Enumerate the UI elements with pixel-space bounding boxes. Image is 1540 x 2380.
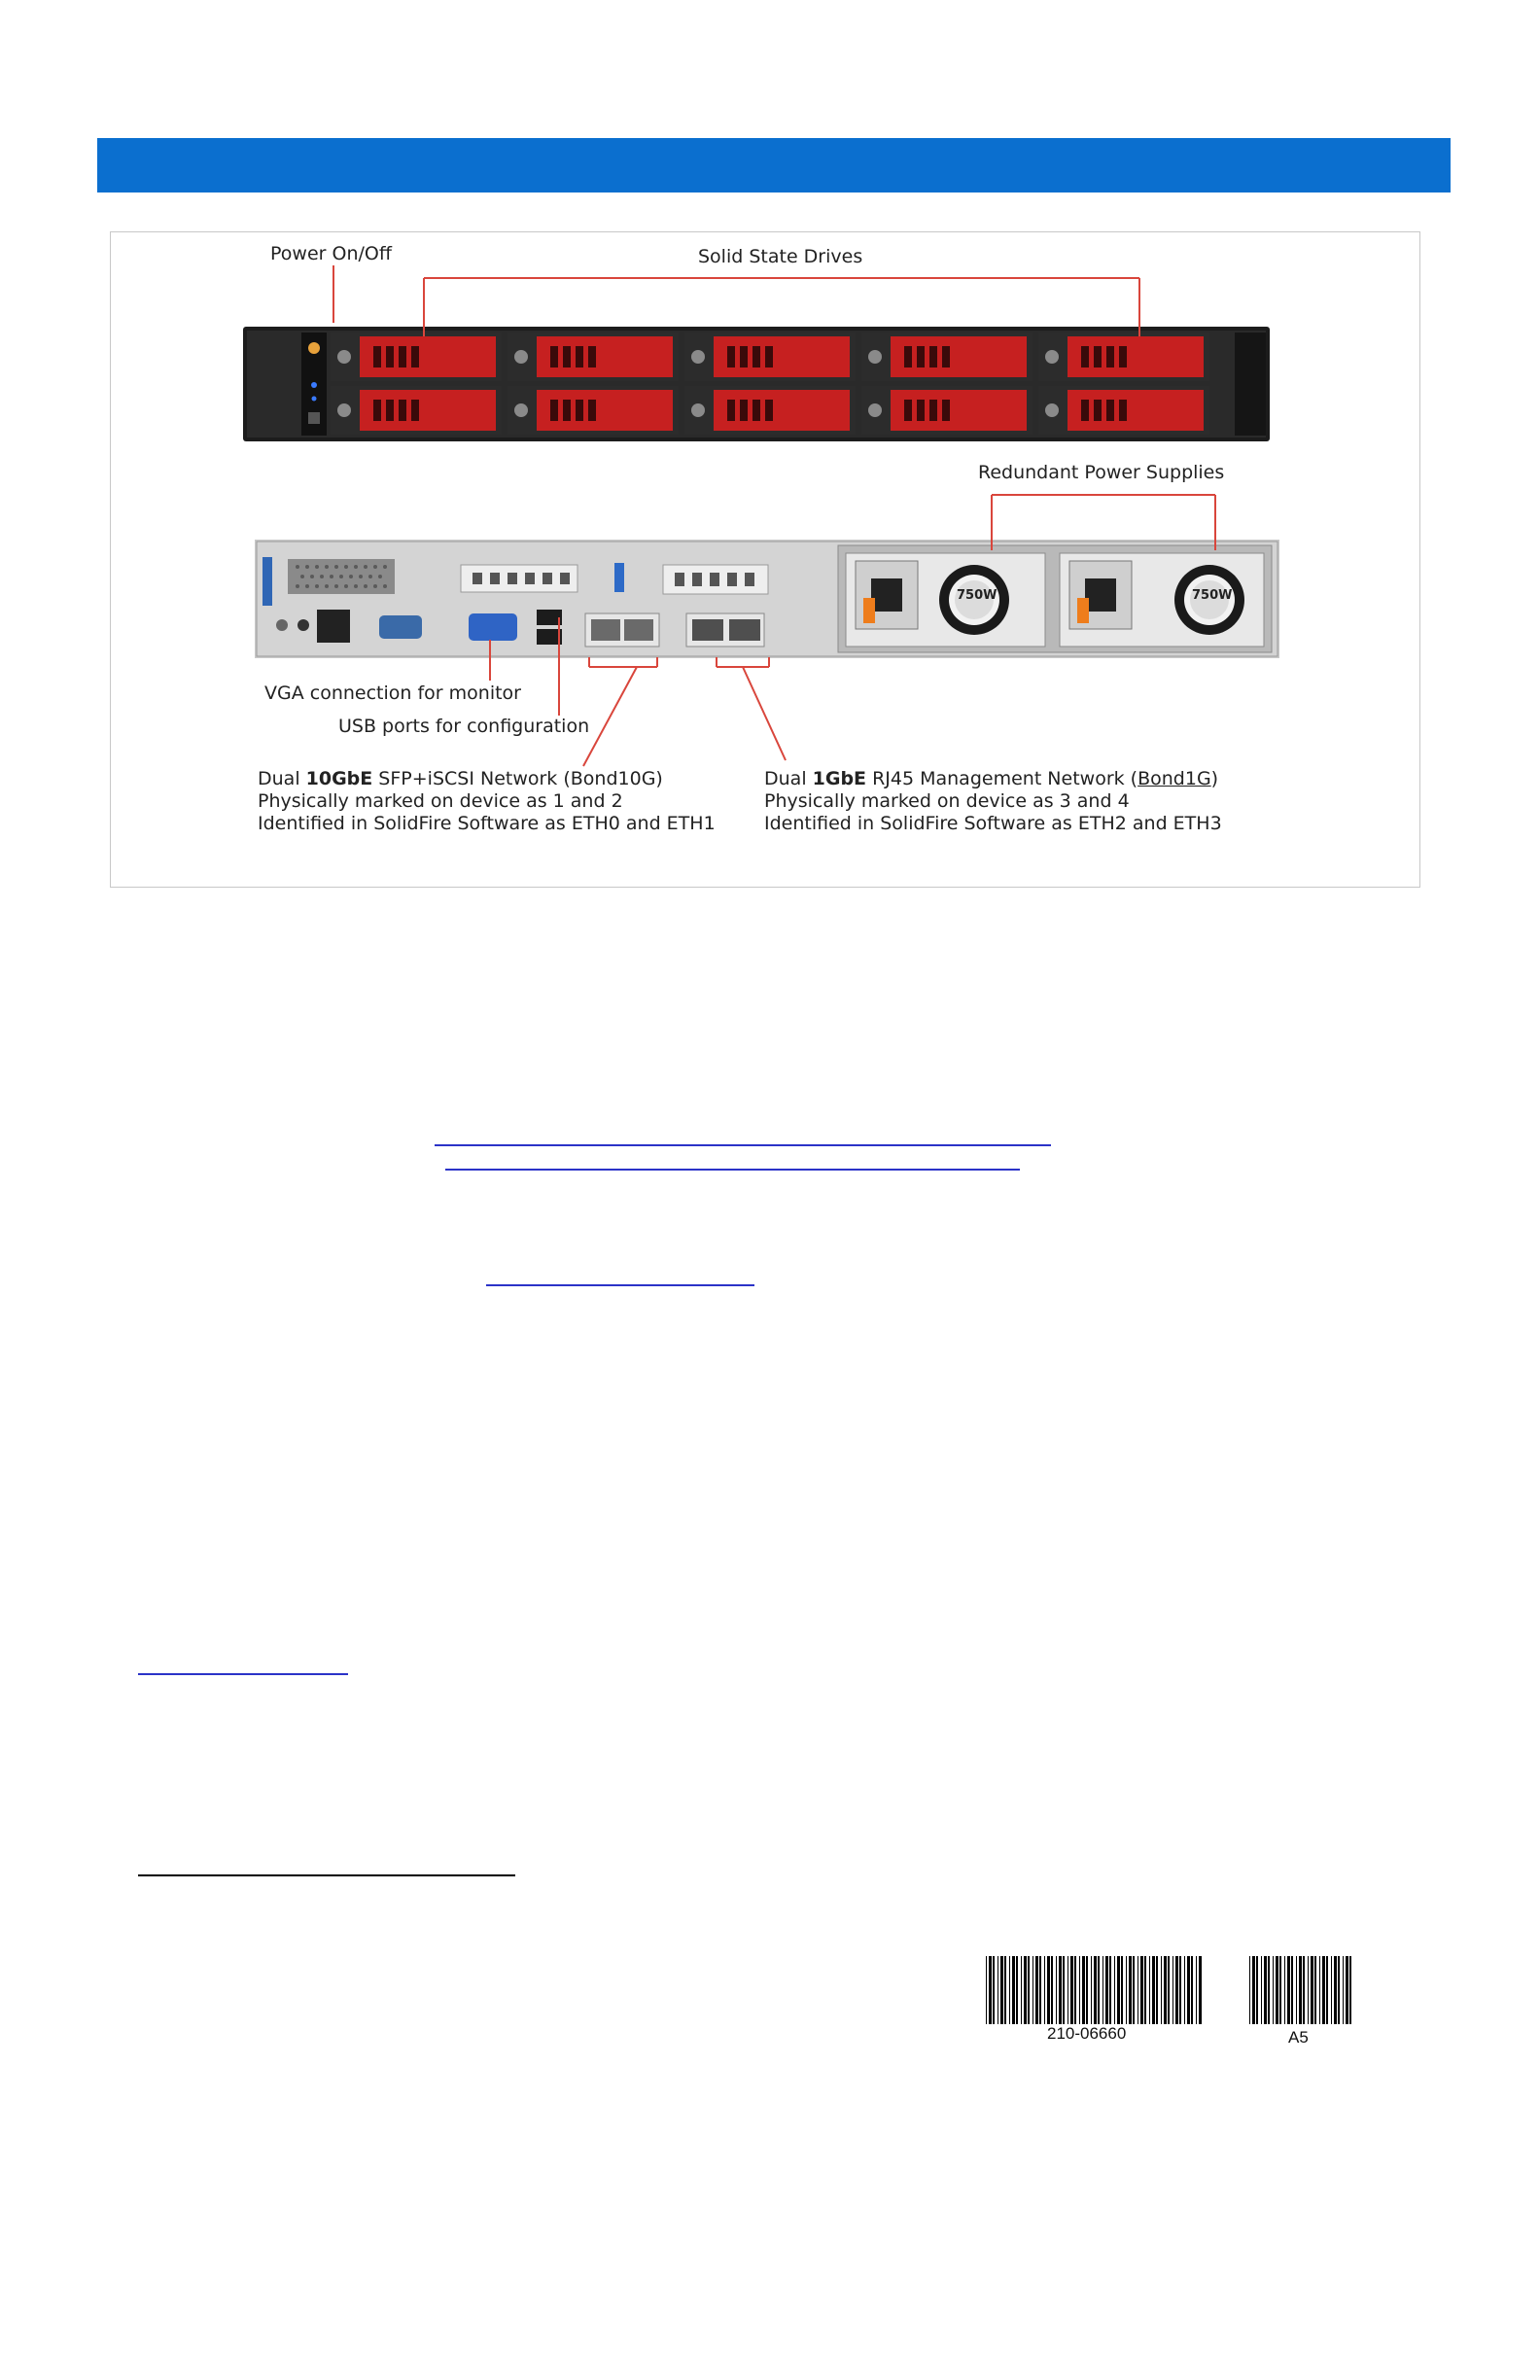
psu-unit [846,553,1045,647]
drives-label: Solid State Drives [698,246,863,267]
network-1g-callout [764,768,1222,835]
network-1g-speed: 1GbE [812,768,867,789]
power-button-icon [308,342,320,354]
part-number-label: 210-06660 [1047,2024,1127,2043]
vga-port [469,613,517,641]
barcode-part-number [984,1956,1208,2024]
drive-bay [1038,332,1209,381]
network-1g-marking: Physically marked on device as 3 and 4 [764,790,1130,812]
header-band [97,138,1451,192]
vga-label: VGA connection for monitor [264,682,521,704]
psu-rating-label: 750W [1192,588,1233,603]
drive-bay [861,386,1032,435]
link-underline[interactable] [445,1169,1020,1171]
usb-port [537,610,562,625]
front-chassis [243,327,1270,441]
drive-bay [861,332,1032,381]
drive-bay [331,386,502,435]
usb-port [537,629,562,645]
network-10g-software-id: Identified in SolidFire Software as ETH0 and ETH1 [258,813,716,834]
drive-bay [684,332,856,381]
link-underline[interactable] [138,1673,348,1675]
link-underline[interactable] [435,1144,1051,1146]
bond1g-link: Bond1G [1138,768,1211,789]
drive-bay [684,386,856,435]
link-underline[interactable] [486,1284,754,1286]
network-10g-speed: 10GbE [305,768,373,789]
revision-label: A5 [1288,2028,1309,2047]
network-10g-title: Dual 10GbE SFP+iSCSI Network (Bond10G) [258,768,663,789]
drive-bay [331,332,502,381]
psu-label: Redundant Power Supplies [978,462,1225,483]
barcode-revision [1247,1956,1356,2024]
network-1g-software-id: Identified in SolidFire Software as ETH2 and ETH3 [764,813,1222,834]
network-10g-marking: Physically marked on device as 1 and 2 [258,790,623,812]
drive-bay [508,332,679,381]
link-underline [138,1874,515,1876]
drive-bay [1038,386,1209,435]
psu-unit [1060,553,1264,647]
usb-label: USB ports for configuration [338,716,590,737]
rear-chassis [255,540,1279,658]
power-label: Power On/Off [270,243,392,264]
drive-bay [508,386,679,435]
network-10g-callout [258,768,716,835]
network-1g-title: Dual 1GbE RJ45 Management Network (Bond1G) [764,768,1219,789]
psu-rating-label: 750W [957,588,998,603]
